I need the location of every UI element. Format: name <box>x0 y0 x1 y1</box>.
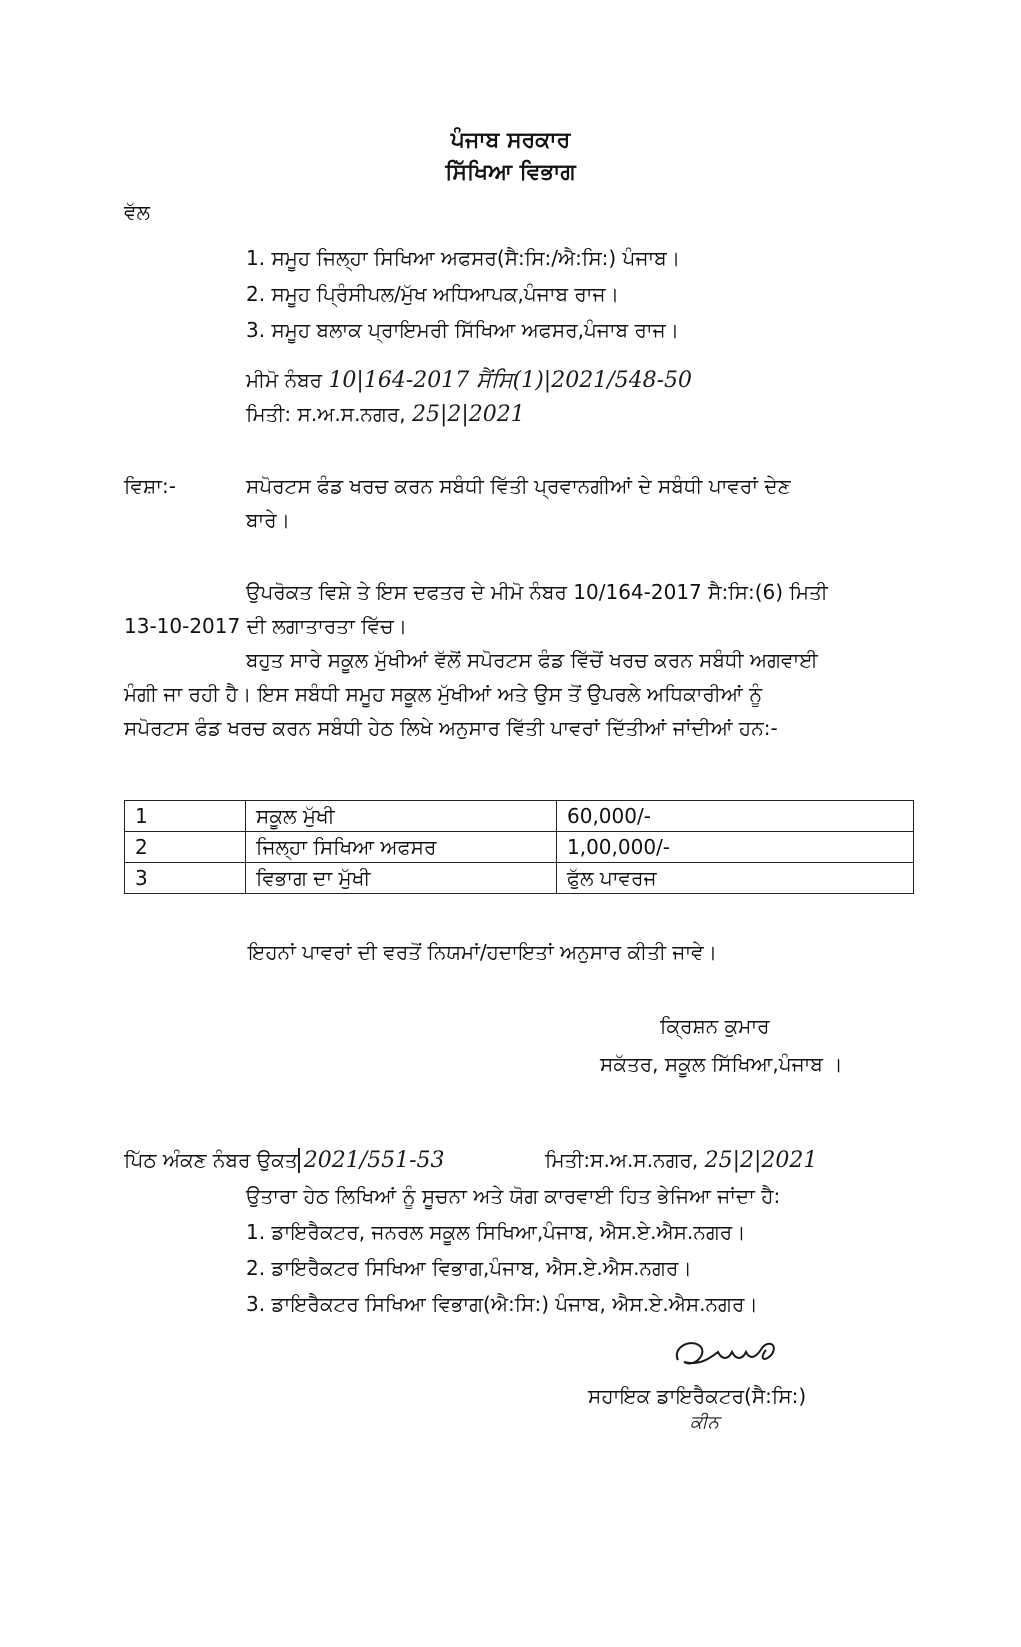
table-cell-number: 1 <box>125 801 246 832</box>
endorsement-date-handwritten: 25|2|2021 <box>704 1148 818 1173</box>
table-cell-power: 1,00,000/- <box>557 832 914 863</box>
body-paragraph-line: ਬਹੁਤ ਸਾਰੇ ਸਕੂਲ ਮੁੱਖੀਆਂ ਵੱਲੋਂ ਸਪੋਰਟਸ ਫੰਡ ਵਿੱਚੋਂ ਖਰਚ ਕਰਨ ਸਬੰਧੀ ਅਗਵਾਈ <box>246 648 818 672</box>
body-paragraph-line: ਸਪੋਰਟਸ ਫੰਡ ਖਰਚ ਕਰਨ ਸਬੰਧੀ ਹੇਠ ਲਿਖੇ ਅਨੁਸਾਰ ਵਿੱਤੀ ਪਾਵਰਾਂ ਦਿੱਤੀਆਂ ਜਾਂਦੀਆਂ ਹਨ:- <box>124 716 778 740</box>
table-row <box>125 832 914 863</box>
table-cell-power: ਫੁੱਲ ਪਾਵਰਜ <box>557 863 914 894</box>
recipient-item: 3. ਸਮੂਹ ਬਲਾਕ ਪ੍ਰਾਇਮਰੀ ਸਿੱਖਿਆ ਅਫਸਰ,ਪੰਜਾਬ ਰਾਜ। <box>246 318 680 342</box>
table-cell-number: 2 <box>125 832 246 863</box>
table-cell-power: 60,000/- <box>557 801 914 832</box>
body-paragraph-line: ਉਪਰੋਕਤ ਵਿਸ਼ੇ ਤੇ ਇਸ ਦਫਤਰ ਦੇ ਮੀਮੋ ਨੰਬਰ 10/164-2017 ਸੈ:ਸਿ:(6) ਮਿਤੀ <box>246 580 828 604</box>
handwritten-signature <box>670 1330 790 1380</box>
copy-item: 2. ਡਾਇਰੈਕਟਰ ਸਿਖਿਆ ਵਿਭਾਗ,ਪੰਜਾਬ, ਐਸ.ਏ.ਐਸ.ਨਗਰ। <box>246 1256 692 1280</box>
memo-label: ਮੀਮੋ ਨੰਬਰ <box>246 368 323 392</box>
copy-item: 1. ਡਾਇਰੈਕਟਰ, ਜਨਰਲ ਸਕੂਲ ਸਿਖਿਆ,ਪੰਜਾਬ, ਐਸ.ਏ.ਐਸ.ਨਗਰ। <box>246 1220 746 1244</box>
table-cell-officer: ਜਿਲ੍ਹਾ ਸਿਖਿਆ ਅਫਸਰ <box>246 832 557 863</box>
endorsement-intro: ਉਤਾਰਾ ਹੇਠ ਲਿਖਿਆਂ ਨੂੰ ਸੂਚਨਾ ਅਤੇ ਯੋਗ ਕਾਰਵਾਈ ਹਿਤ ਭੇਜਿਆ ਜਾਂਦਾ ਹੈ: <box>246 1184 781 1208</box>
subject-line: ਬਾਰੇ। <box>246 508 291 532</box>
powers-table <box>124 800 914 894</box>
subject-label: ਵਿਸ਼ਾ:- <box>124 474 176 498</box>
header-department: ਸਿੱਖਿਆ ਵਿਭਾਗ <box>445 160 576 185</box>
signatory-designation: ਸਕੱਤਰ, ਸਕੂਲ ਸਿੱਖਿਆ,ਪੰਜਾਬ । <box>600 1052 843 1076</box>
memo-line <box>246 366 692 395</box>
closing-note: ਇਹਨਾਂ ਪਾਵਰਾਂ ਦੀ ਵਰਤੋਂ ਨਿਯਮਾਂ/ਹਦਾਇਤਾਂ ਅਨੁਸਾਰ ਕੀਤੀ ਜਾਵੇ। <box>248 940 718 964</box>
memo-number-handwritten: 10|164-2017 ਸੈਂਸਿ(1)|2021/548-50 <box>328 368 693 393</box>
recipient-item: 2. ਸਮੂਹ ਪ੍ਰਿੰਸੀਪਲ/ਮੁੱਖ ਅਧਿਆਪਕ,ਪੰਜਾਬ ਰਾਜ। <box>246 282 620 306</box>
endorsement-date-label: ਮਿਤੀ:ਸ.ਅ.ਸ.ਨਗਰ, <box>545 1148 699 1172</box>
endorsement-line <box>124 1146 445 1175</box>
table-row <box>125 863 914 894</box>
endorsement-label: ਪਿੱਠ ਅੰਕਣ ਨੰਬਰ ਉਕਤ <box>124 1148 298 1172</box>
memo-date-handwritten: 25|2|2021 <box>411 402 525 427</box>
subject-line: ਸਪੋਰਟਸ ਫੰਡ ਖਰਚ ਕਰਨ ਸਬੰਧੀ ਵਿੱਤੀ ਪ੍ਰਵਾਨਗੀਆਂ ਦੇ ਸਬੰਧੀ ਪਾਵਰਾਂ ਦੇਣ <box>246 474 791 498</box>
handwritten-initials: ਕੀਨ <box>690 1412 719 1433</box>
endorsement-number-handwritten: 2021/551-53 <box>298 1148 445 1173</box>
header-government: ਪੰਜਾਬ ਸਰਕਾਰ <box>450 128 571 153</box>
assistant-designation: ਸਹਾਇਕ ਡਾਇਰੈਕਟਰ(ਸੈ:ਸਿ:) <box>588 1384 807 1408</box>
table-cell-officer: ਵਿਭਾਗ ਦਾ ਮੁੱਖੀ <box>246 863 557 894</box>
signatory-name: ਕ੍ਰਿਸ਼ਨ ਕੁਮਾਰ <box>660 1014 770 1038</box>
body-paragraph-line: 13-10-2017 ਦੀ ਲਗਾਤਾਰਤਾ ਵਿੱਚ। <box>124 614 408 638</box>
memo-date-label: ਮਿਤੀ: ਸ.ਅ.ਸ.ਨਗਰ, <box>246 402 406 426</box>
endorsement-date-line <box>545 1146 817 1175</box>
recipient-item: 1. ਸਮੂਹ ਜਿਲ੍ਹਾ ਸਿਖਿਆ ਅਫਸਰ(ਸੈ:ਸਿ:/ਐ:ਸਿ:) ਪੰਜਾਬ। <box>246 246 681 270</box>
table-cell-officer: ਸਕੂਲ ਮੁੱਖੀ <box>246 801 557 832</box>
table-cell-number: 3 <box>125 863 246 894</box>
memo-date-line <box>246 400 525 429</box>
copy-item: 3. ਡਾਇਰੈਕਟਰ ਸਿਖਿਆ ਵਿਭਾਗ(ਐ:ਸਿ:) ਪੰਜਾਬ, ਐਸ.ਏ.ਐਸ.ਨਗਰ। <box>246 1292 758 1316</box>
table-row <box>125 801 914 832</box>
body-paragraph-line: ਮੰਗੀ ਜਾ ਰਹੀ ਹੈ। ਇਸ ਸਬੰਧੀ ਸਮੂਹ ਸਕੂਲ ਮੁੱਖੀਆਂ ਅਤੇ ਉਸ ਤੋਂ ਉਪਰਲੇ ਅਧਿਕਾਰੀਆਂ ਨੂੰ <box>124 682 763 706</box>
to-label: ਵੱਲ <box>124 200 151 224</box>
